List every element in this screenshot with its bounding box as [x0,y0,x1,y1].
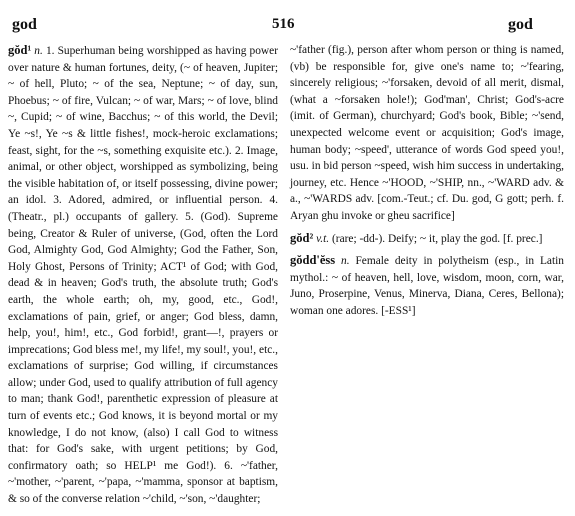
right-running-headword: god [508,16,533,33]
entry-definition: Female deity in polytheism (esp., in Latin mythol.: ~ of heaven, hell, love, wisdom, moon, corn, war, Juno, Proserpine, Venus, Minerva, Diana, Ceres, Bellona); woman one adores. [-ESS¹] [290,255,564,317]
entry-headword: gŏd² [290,230,314,245]
left-column [8,42,278,508]
part-of-speech: n. [34,45,43,57]
right-column [290,42,564,320]
entry-god-noun [8,42,278,508]
entry-god-verb [290,230,564,248]
part-of-speech: v.t. [316,232,330,245]
left-running-headword: god [12,16,37,33]
entry-definition: 1. Superhuman being worshipped as having power over nature & human fortunes, deity, (~ of heaven, Jupiter; ~ of hell, Pluto; ~ of the sea, Neptune; ~ of day, sun, Phoebus; ~ of fire, Vulcan; ~ of war, Mars; ~ of love, blind ~, Cupid; ~ of wine, Bacchus; ~ of this world, the Devil; Ye ~s!, Ye ~s & little fishes!, mock-heroic exclamations; feast, sight, for the ~s, something exquisite etc.). 2. Image, animal, or other object, worshipped as symbolizing, being the visible habitation of, or itself possessing, divine power; an idol. 3. Adored, admired, or influential person. 4. (Theatr., pl.) occupants of gallery. 5. (God). Supreme being, Creator & Ruler of universe, (God, often the Lord God, Almighty God, God Almighty; God the Father, Son, Holy Ghost, Persons of Trinity; ACT¹ of God; with God, dead & in heaven; God's truth, the absolute truth; God's earth, the whole earth; oh, my, good, etc., God!, exclamations of pain, grief, or anger; God bless, damn, help, you!, him!, etc., God forbid!, grant—!, prayers or imprecations; God bless me!, my life!, my soul!, you!, etc., exclamations of surprise; God willing, if circumstances allow; under God, used to qualify attribution of full agency to man; thank God!, parenthetic expression of pleasure at turn of events etc.; God knows, it is beyond mortal or my knowledge, I do not know, (also) I call God to witness that: for God's sake, with urgent petitions; by God, confirmatory oath; so HELP¹ me God!). 6. ~'father, ~'mother, ~'parent, ~'papa, ~'mamma, sponsor at baptism, & so of the converse relation ~'child, ~'son, ~'daughter; [8,45,278,506]
page-number: 516 [272,16,295,32]
entry-headword: gŏdd'ĕss [290,253,336,268]
part-of-speech: n. [341,255,350,268]
entry-definition-continued: ~'father (fig.), person after whom person or thing is named, (vb) be responsible for, give one's name to; ~'fearing, sincerely religious; ~'forsaken, devoid of all merit, dismal, (what a ~forsaken hole!); God'man', Christ; God's-acre (imit. of German), churchyard; God's book, Bible; ~'send, unexpected welcome event or acquisition; God's image, human body; ~speed', utterance of words God speed you!, usu. in bid person ~speed, wish him success in undertaking, journey, etc. Hence ~'HOOD, ~'SHIP, nn., ~'WARD adv. & a., ~'WARDS adv. [com.-Teut.; cf. Du. god, G gott; perh. f. Aryan ghu invoke or gheu sacrifice] [290,44,564,222]
entry-definition: (rare; -dd-). Deify; ~ it, play the god. [f. prec.] [332,232,543,245]
entry-god-noun-continued [290,42,564,225]
entry-goddess [290,252,564,319]
page-header [0,16,575,36]
entry-headword: gŏd¹ [8,43,32,57]
